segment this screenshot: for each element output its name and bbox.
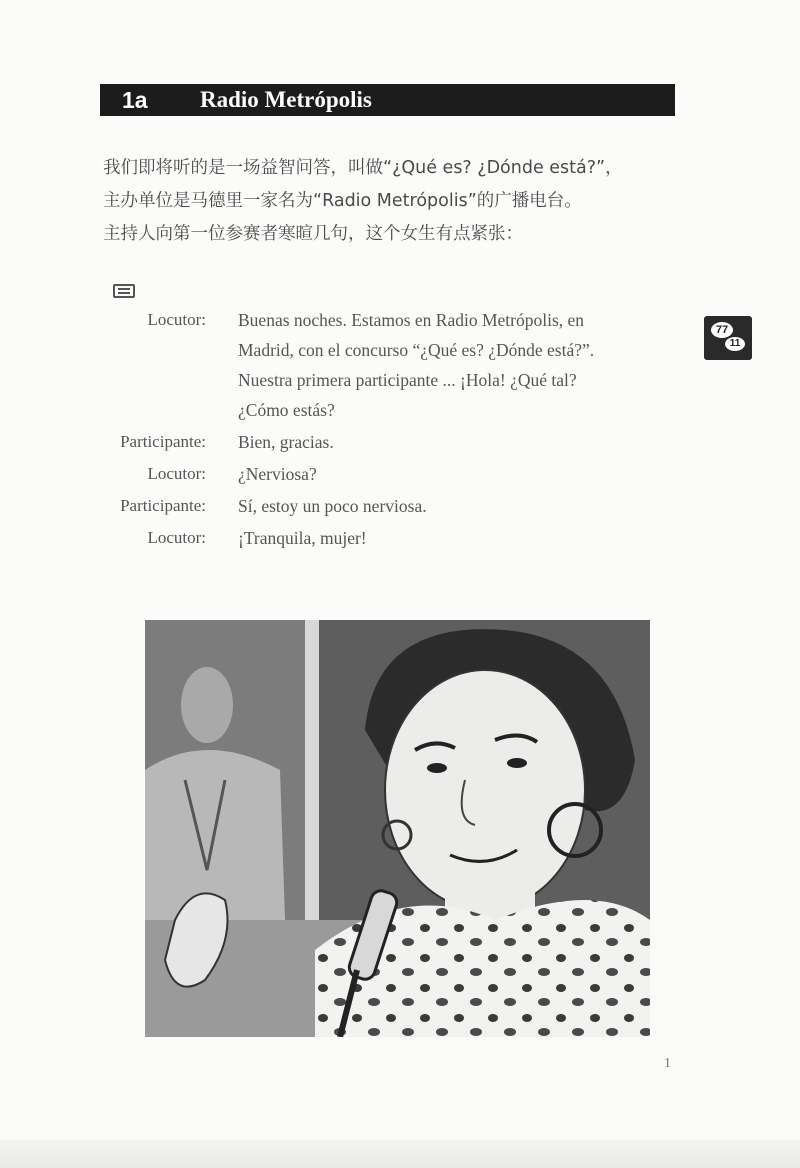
intro-text [103, 152, 693, 251]
dialogue-line: ¿Cómo estás? [238, 400, 335, 420]
dialogue-line: ¿Nerviosa? [238, 464, 317, 484]
speaker-label: Participante: [120, 496, 206, 515]
track-number-bottom: 11 [725, 337, 745, 351]
lesson-number: 1a [122, 87, 148, 113]
illustration-drawing [145, 620, 650, 1037]
speaker-label: Participante: [120, 432, 206, 451]
lesson-title: Radio Metrópolis [200, 87, 372, 112]
dialogue-line: ¡Tranquila, mujer! [238, 528, 367, 548]
speaker-label: Locutor: [147, 310, 206, 329]
dialogue-line: Sí, estoy un poco nerviosa. [238, 496, 427, 516]
dialogue-line: Bien, gracias. [238, 432, 334, 452]
track-number-top: 77 [711, 322, 733, 338]
dialogue-line: Buenas noches. Estamos en Radio Metrópolis, en [238, 310, 585, 330]
intro-line: 主办单位是马德里一家名为“Radio Metrópolis”的广播电台。 [103, 191, 582, 211]
page-number: 1 [664, 1056, 671, 1071]
radio-interview-illustration [145, 620, 650, 1037]
speaker-label: Locutor: [147, 464, 206, 483]
speech-bubbles-icon [704, 316, 752, 360]
dialogue-line: Madrid, con el concurso “¿Qué es? ¿Dónde está?”. [238, 340, 595, 360]
dialogue-line: Nuestra primera participante ... ¡Hola! ¿Qué tal? [238, 370, 577, 390]
intro-line: 主持人向第一位参赛者寒暄几句，这个女生有点紧张： [103, 224, 523, 244]
lesson-header [100, 84, 675, 116]
intro-line: 我们即将听的是一场益智问答，叫做“¿Qué es? ¿Dónde está?”， [103, 158, 623, 178]
speaker-label: Locutor: [147, 528, 206, 547]
cassette-icon [113, 284, 135, 298]
page-edge-shadow [0, 1140, 800, 1168]
